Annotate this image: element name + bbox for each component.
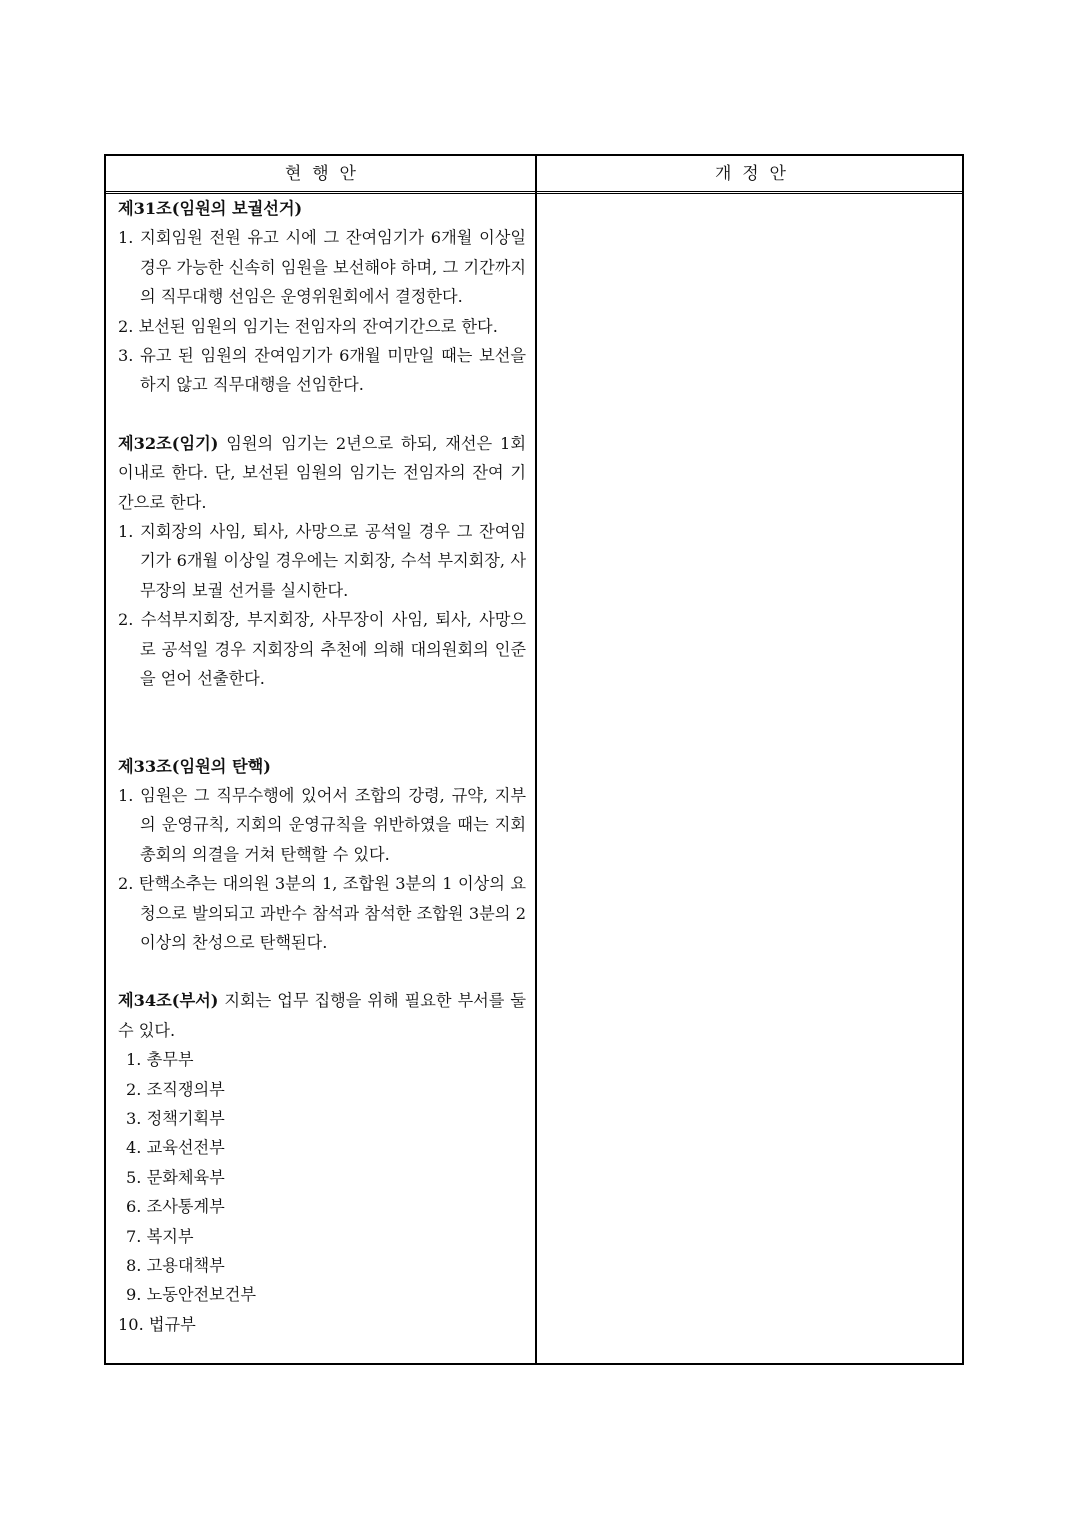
- article-32-item-1: 1. 지회장의 사임, 퇴사, 사망으로 공석일 경우 그 잔여임기가 6개월 이상일 경우에는 지회장, 수석 부지회장, 사무장의 보궐 선거를 실시한다.: [118, 522, 526, 600]
- current-column: [118, 194, 526, 1339]
- article-34-paragraph: [118, 986, 526, 1045]
- article-32-item-2: 2. 수석부지회장, 부지회장, 사무장이 사임, 퇴사, 사망으로 공석일 경우 지회장의 추천에 의해 대의원회의 인준을 얻어 선출한다.: [118, 610, 526, 689]
- article-31-item-2: 2. 보선된 임원의 임기는 전임자의 잔여기간으로 한다.: [118, 316, 498, 336]
- article-33-title: 제33조(임원의 탄핵): [118, 756, 271, 776]
- department-item: 3. 정책기획부: [126, 1108, 225, 1128]
- department-item: 9. 노동안전보건부: [126, 1285, 257, 1305]
- header-revised: 개 정 안: [715, 164, 786, 184]
- header-current: 현 행 안: [285, 164, 356, 184]
- department-item: 5. 문화체육부: [126, 1167, 225, 1187]
- article-31-item-3: 3. 유고 된 임원의 잔여임기가 6개월 미만일 때는 보선을 하지 않고 직무대행을 선임한다.: [118, 346, 526, 395]
- department-item: 8. 고용대책부: [126, 1256, 225, 1275]
- revised-column: [542, 194, 958, 1354]
- department-item: 4. 교육선전부: [126, 1138, 225, 1158]
- article-33-item-2: 2. 탄핵소추는 대의원 3분의 1, 조합원 3분의 1 이상의 요청으로 발의되고 과반수 참석과 참석한 조합원 3분의 2 이상의 찬성으로 탄핵된다.: [118, 874, 526, 952]
- department-item: 7. 복지부: [126, 1226, 194, 1246]
- column-divider: [535, 156, 537, 1363]
- department-item: 2. 조직쟁의부: [126, 1079, 225, 1099]
- department-item: 10. 법규부: [118, 1314, 196, 1334]
- department-item: 1. 총무부: [126, 1050, 194, 1070]
- department-item: 6. 조사통계부: [126, 1197, 225, 1217]
- table-header-row: [106, 156, 962, 194]
- article-32-title: 제32조(임기): [118, 433, 219, 453]
- article-33-item-1: 1. 임원은 그 직무수행에 있어서 조합의 강령, 규약, 지부의 운영규칙, 지회의 운영규칙을 위반하였을 때는 지회 총회의 의결을 거쳐 탄핵할 수 있다.: [118, 785, 526, 864]
- article-34-title: 제34조(부서): [118, 991, 219, 1011]
- article-31-item-1: 1. 지회임원 전원 유고 시에 그 잔여임기가 6개월 이상일 경우 가능한 신속히 임원을 보선해야 하며, 그 기간까지의 직무대행 선임은 운영위원회에서 결정한다.: [118, 228, 526, 307]
- article-32-body: 임원의 임기는 2년으로 하되, 재선은 1회 이내로 한다. 단, 보선된 임원의 임기는 전임자의 잔여 기간으로 한다.: [118, 433, 526, 512]
- article-32-paragraph: [118, 429, 526, 517]
- comparison-table: [104, 154, 964, 1365]
- article-34-body: 지회는 업무 집행을 위해 필요한 부서를 둘 수 있다.: [118, 991, 526, 1040]
- department-list: [118, 1045, 526, 1339]
- article-31-title: 제31조(임원의 보궐선거): [118, 199, 303, 218]
